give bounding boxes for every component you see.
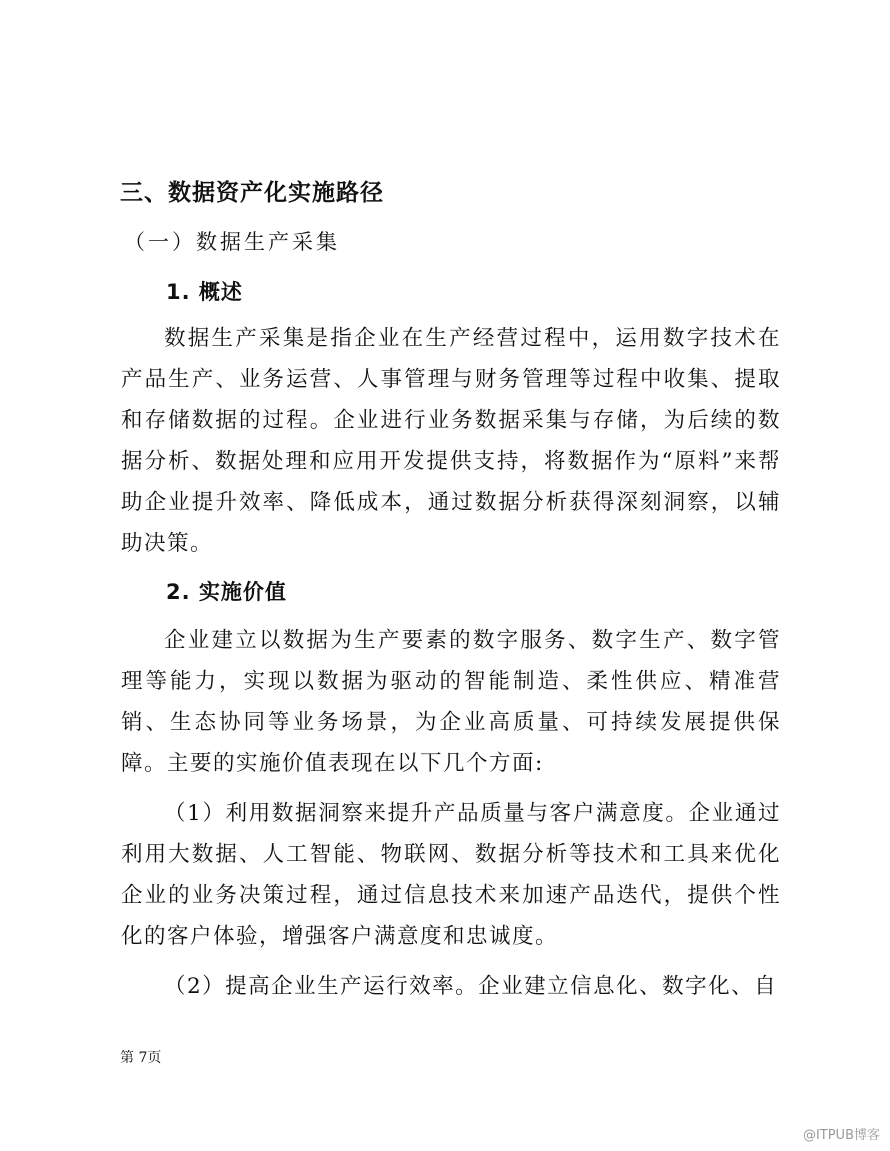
page-number: 第 7页 [120,1050,162,1066]
overview-heading: 1. 概述 [166,280,243,304]
value-item-2-paragraph: （2）提高企业生产运行效率。企业建立信息化、数字化、自 [164,974,778,999]
section-title: 三、数据资产化实施路径 [120,180,384,206]
value-intro-paragraph: 企业建立以数据为生产要素的数字服务、数字生产、数字管理等能力，实现以数据为驱动的智能制造、柔性供应、精准营销、生态协同等业务场景，为企业高质量、可持续发展提供保障。主要的实施价值表现在以下几个方面: [121,628,781,776]
value-item-1-paragraph: （1）利用数据洞察来提升产品质量与客户满意度。企业通过利用大数据、人工智能、物联网、数据分析等技术和工具来优化企业的业务决策过程，通过信息技术来加速产品迭代，提供个性化的客户体验，增强客户满意度和忠诚度。 [121,801,781,949]
overview-paragraph: 数据生产采集是指企业在生产经营过程中，运用数字技术在产品生产、业务运营、人事管理与财务管理等过程中收集、提取和存储数据的过程。企业进行业务数据采集与存储，为后续的数据分析、数据处理和应用开发提供支持，将数据作为“原料”来帮助企业提升效率、降低成本，通过数据分析获得深刻洞察，以辅助决策。 [121,326,781,556]
watermark: @ITPUB博客 [802,1128,880,1143]
value-heading: 2. 实施价值 [166,580,287,604]
subsection-title: （一）数据生产采集 [124,230,340,254]
